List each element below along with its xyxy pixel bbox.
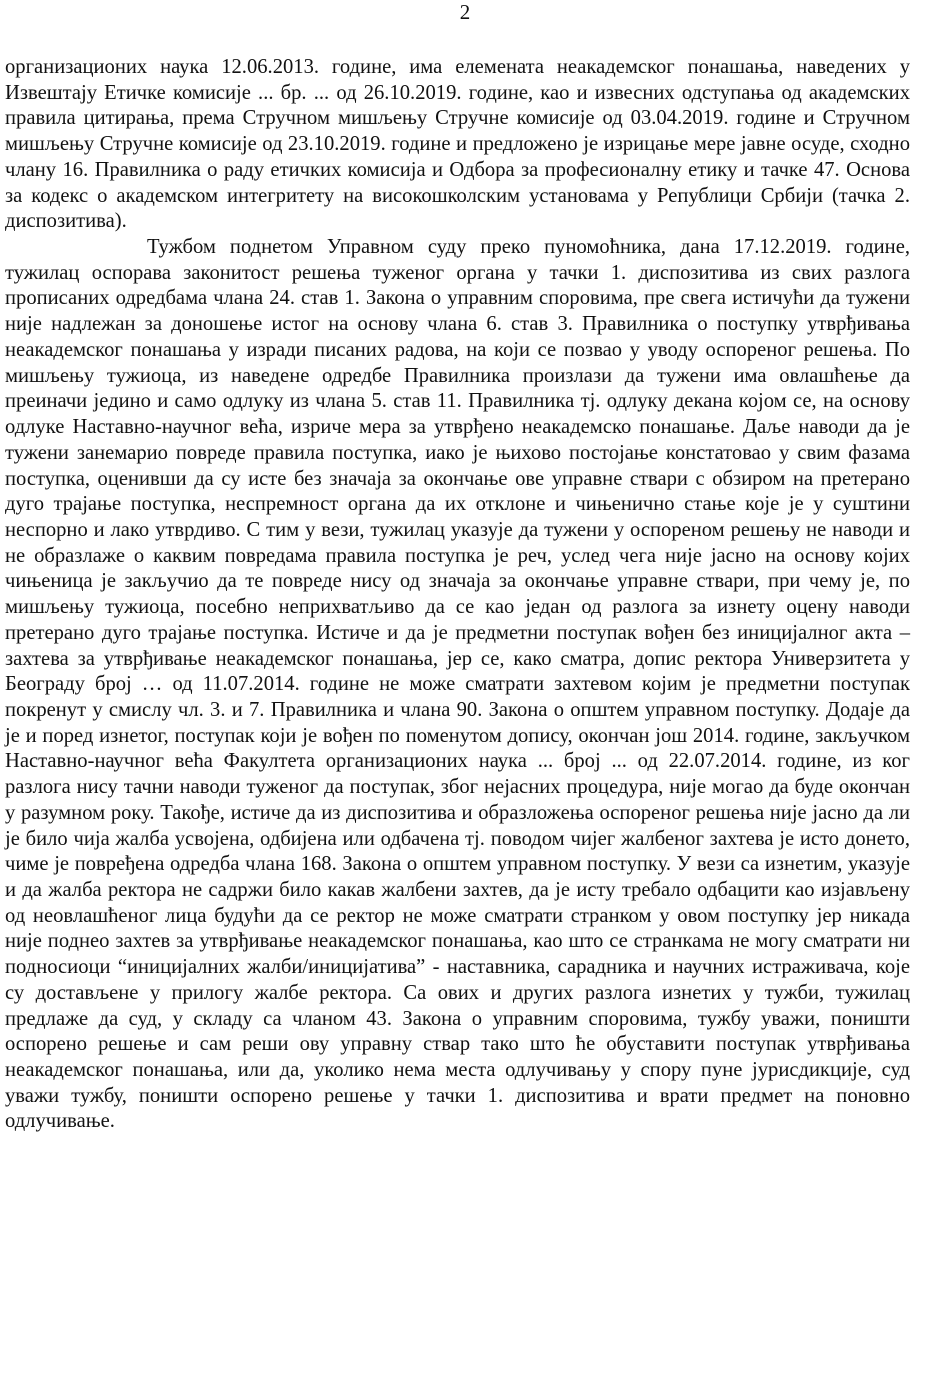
- paragraph-continued: организационих наука 12.06.2013. године, има елемената неакадемског понашања, наведених у Извештају Етичке комисије ... бр. ... од 26.10.2019. године, као и извесних одступања од академских правила цитирања, према Стручном мишљењу Стручне комисије од 03.04.2019. године и Стручном мишљењу Стручне комисије од 23.10.2019. године и предложено је изрицање мере јавне осуде, сходно члану 16. Правилника о раду етичких комисија и Одбора за професионалну етику и тачке 47. Основа за кодекс о академском интегритету на високошколским установама у Републици Србији (тачка 2. диспозитива).: [5, 56, 910, 233]
- paragraph-lawsuit: Тужбом поднетом Управном суду преко пуномоћника, дана 17.12.2019. године, тужилац оспорава законитост решења туженог органа у тачки 1. диспозитива из свих разлога прописаних одредбама члана 24. став 1. Закона о управним споровима, пре свега истичући да тужени није надлежан за доношење истог на основу члана 6. став 3. Правилника о поступку утврђивања неакадемског понашања у изради писаних радова, на који се позвао у уводу оспореног решења. По мишљењу тужиоца, из наведене одредбе Правилника произлази да тужени има овлашћење да преиначи једино и само одлуку из члана 5. став 11. Правилника тј. одлуку декана којом се, на основу одлуке Наставно-научног већа, изриче мера за утврђено неакадемско понашање. Даље наводи да је тужени занемарио повреде правила поступка, иако је њихово постојање констатовао у свим фазама поступка, оценивши да су исте без значаја за окончање ове управне ствари с обзиром на претерано дуго трајање поступка, неспремност органа да их отклоне и чињенично стање које је у суштини неспорно и лако утврдиво. С тим у вези, тужилац указује да тужени у оспореном решењу не наводи и не образлаже о каквим повредама правила поступка је реч, услед чега није јасно на основу којих чињеница је закључио да те повреде нису од значаја за окончање управне ствари, при чему је, по мишљењу тужиоца, посебно неприхватљиво да се као један од разлога за изнету оцену наводи претерано дуго трајање поступка. Истиче и да је предметни поступак вођен без иницијалног акта – захтева за утврђивање неакадемског понашања, јер се, како сматра, допис ректора Универзитета у Београду број … од 11.07.2014. године не може сматрати захтевом којим је предметни поступак покренут у смислу чл. 3. и 7. Правилника и члана 90. Закона о општем управном поступку. Додаје да је и поред изнетог, поступак који је вођен по поменутом допису, окончан још 2014. године, закључком Наставно-научног већа Факултета организационих наука ... број ... од 22.07.2014. године, из ког разлога нису тачни наводи туженог да поступак, због нејасних процедура, није могао да буде окончан у разумном року. Такође, истиче да из диспозитива и образложења оспореног решења није јасно да ли је било чија жалба усвојена, одбијена или одбачена тј. поводом чијег жалбеног захтева је исто донето, чиме је повређена одредба члана 168. Закона о општем управном поступку. У вези са изнетим, указује и да жалба ректора не садржи било какав жалбени захтев, да је исту требало одбацити као изјављену од неовлашћеног лица будући да се ректор не може сматрати странком у овом поступку јер никада није поднео захтев за утврђивање неакадемског понашања, као што се странкама не могу сматрати ни подносиоци “иницијалних жалби/иницијатива” - наставника, сарадника и научних истраживача, које су достављене у прилогу жалбе ректора. Са ових и других разлога изнетих у тужби, тужилац предлаже да суд, у складу са чланом 43. Закона о управним споровима, тужбу уважи, поништи оспорено решење и сам реши ову управну ствар тако што ће обуставити поступак утврђивања неакадемског понашања, или да, уколико нема места одлучивању у спору пуне јурисдикције, суд уважи тужбу, поништи оспорено решење у тачки 1. диспозитива и врати предмет на поновно одлучивање.: [5, 236, 910, 1133]
- page-number: 2: [459, 0, 471, 24]
- document-body: [5, 55, 910, 1135]
